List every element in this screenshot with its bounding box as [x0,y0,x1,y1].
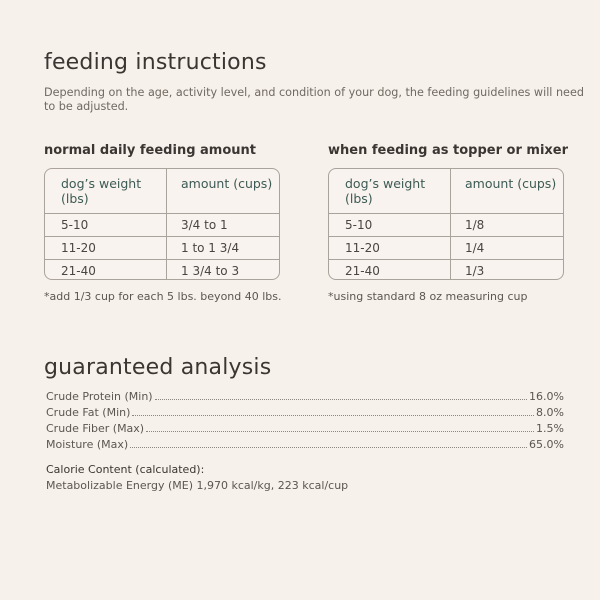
weight-cell: 11-20 [61,241,96,255]
dotted-leader [155,391,527,400]
calorie-content-text: Metabolizable Energy (ME) 1,970 kcal/kg, 223 kcal/cup [46,479,349,492]
table-row [45,236,279,259]
analysis-value: 1.5% [536,422,564,435]
topper-feeding-table [328,168,564,280]
table-row [45,213,279,236]
table-header-row [45,169,279,213]
amount-column-header: amount (cups) [181,176,273,191]
list-item [46,406,564,422]
table-row [329,236,563,259]
weight-cell: 21-40 [345,264,380,278]
weight-cell: 11-20 [345,241,380,255]
analysis-label: Moisture (Max) [46,438,129,451]
analysis-label: Crude Fat (Min) [46,406,131,419]
amount-cell: 1/8 [465,218,485,232]
table-header-row [329,169,563,213]
amount-column-header: amount (cups) [465,176,557,191]
topper-feeding-heading: when feeding as topper or mixer [328,143,569,158]
list-item [46,422,564,438]
weight-cell: 21-40 [61,264,96,278]
guaranteed-analysis-title: guaranteed analysis [44,355,272,380]
analysis-label: Crude Fiber (Max) [46,422,145,435]
amount-cell: 1 3/4 to 3 [181,264,240,278]
normal-feeding-heading: normal daily feeding amount [44,143,256,158]
table-row [45,259,279,280]
feeding-instructions-title: feeding instructions [44,50,267,75]
analysis-value: 65.0% [529,438,564,451]
weight-column-header: dog’s weight (lbs) [61,176,142,206]
calorie-content-heading: Calorie Content (calculated): [46,463,205,476]
topper-feeding-note: *using standard 8 oz measuring cup [328,290,528,303]
analysis-list [46,390,564,454]
feeding-intro-text: Depending on the age, activity level, and condition of your dog, the feeding guidelines will need to be adjusted. [44,86,584,113]
normal-feeding-note: *add 1/3 cup for each 5 lbs. beyond 40 lbs. [44,290,282,303]
weight-cell: 5-10 [345,218,373,232]
weight-cell: 5-10 [61,218,89,232]
analysis-label: Crude Protein (Min) [46,390,153,403]
amount-cell: 1 to 1 3/4 [181,241,240,255]
list-item [46,390,564,406]
normal-feeding-table [44,168,280,280]
amount-cell: 3/4 to 1 [181,218,228,232]
amount-cell: 1/4 [465,241,485,255]
table-row [329,213,563,236]
amount-cell: 1/3 [465,264,485,278]
dotted-leader [132,407,534,416]
dotted-leader [146,423,534,432]
table-row [329,259,563,280]
list-item [46,438,564,454]
analysis-value: 16.0% [529,390,564,403]
analysis-value: 8.0% [536,406,564,419]
dotted-leader [130,439,527,448]
weight-column-header: dog’s weight (lbs) [345,176,426,206]
